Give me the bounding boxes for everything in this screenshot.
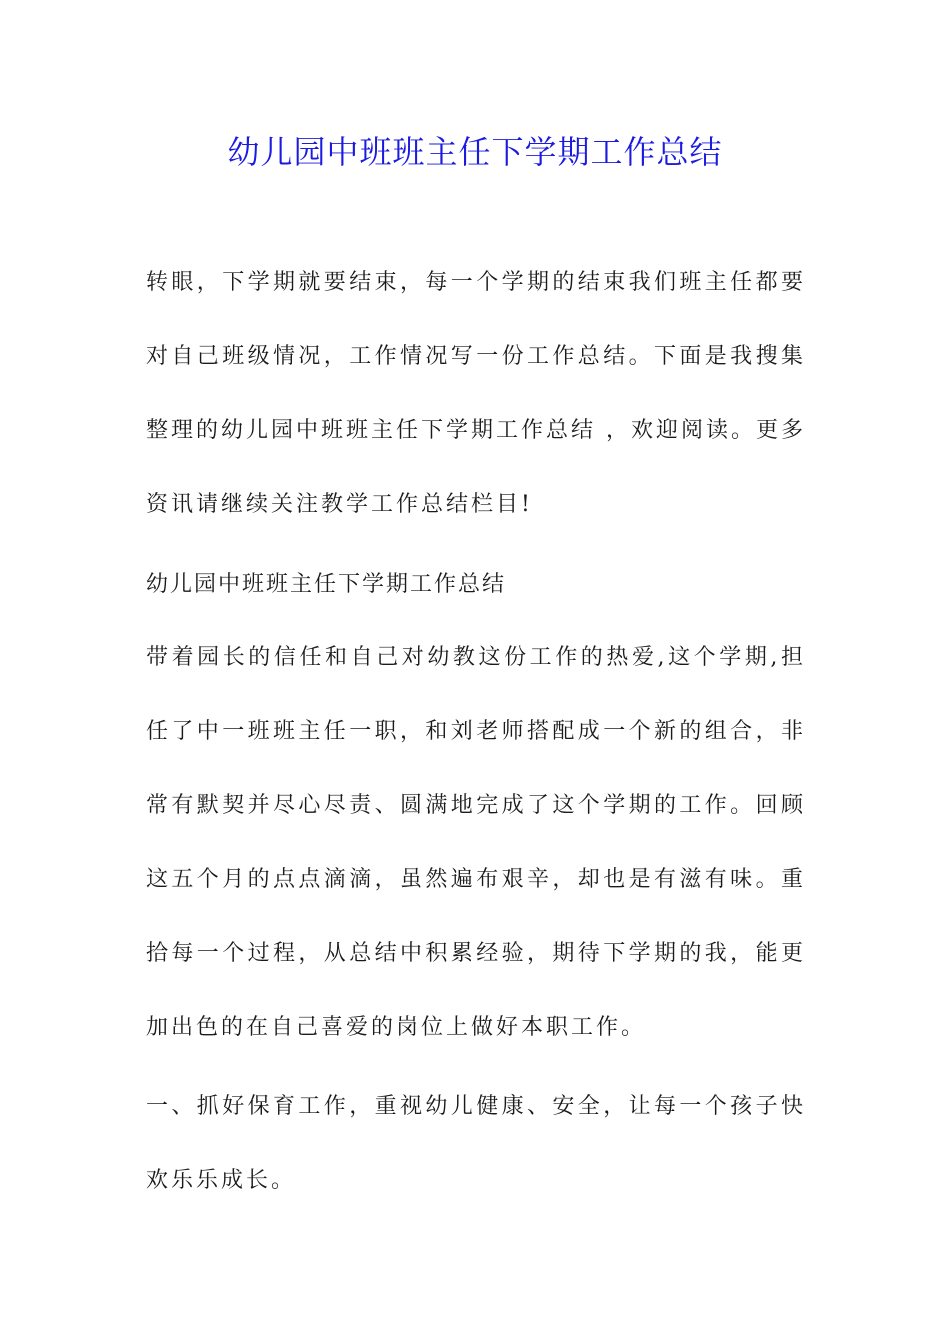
body-paragraph: 带着园长的信任和自己对幼教这份工作的热爱,这个学期,担任了中一班班主任一职，和刘老师搭配成一个新的组合，非常有默契并尽心尽责、圆满地完成了这个学期的工作。回顾这五个月的点点滴滴，虽然遍布艰辛，却也是有滋有味。重拾每一个过程，从总结中积累经验，期待下学期的我，能更加出色的在自己喜爱的岗位上做好本职工作。 [146, 645, 806, 1040]
section-paragraph-one: 一、抓好保育工作，重视幼儿健康、安全，让每一个孩子快欢乐乐成长。 [146, 1094, 806, 1193]
document-title: 幼儿园中班班主任下学期工作总结 [227, 133, 723, 171]
section-heading: 幼儿园中班班主任下学期工作总结 [146, 572, 507, 597]
intro-paragraph: 转眼，下学期就要结束，每一个学期的结束我们班主任都要对自己班级情况，工作情况写一份工作总结。下面是我搜集整理的幼儿园中班班主任下学期工作总结 ，欢迎阅读。更多资讯请继续关注教学工作总结栏目! [146, 270, 806, 517]
